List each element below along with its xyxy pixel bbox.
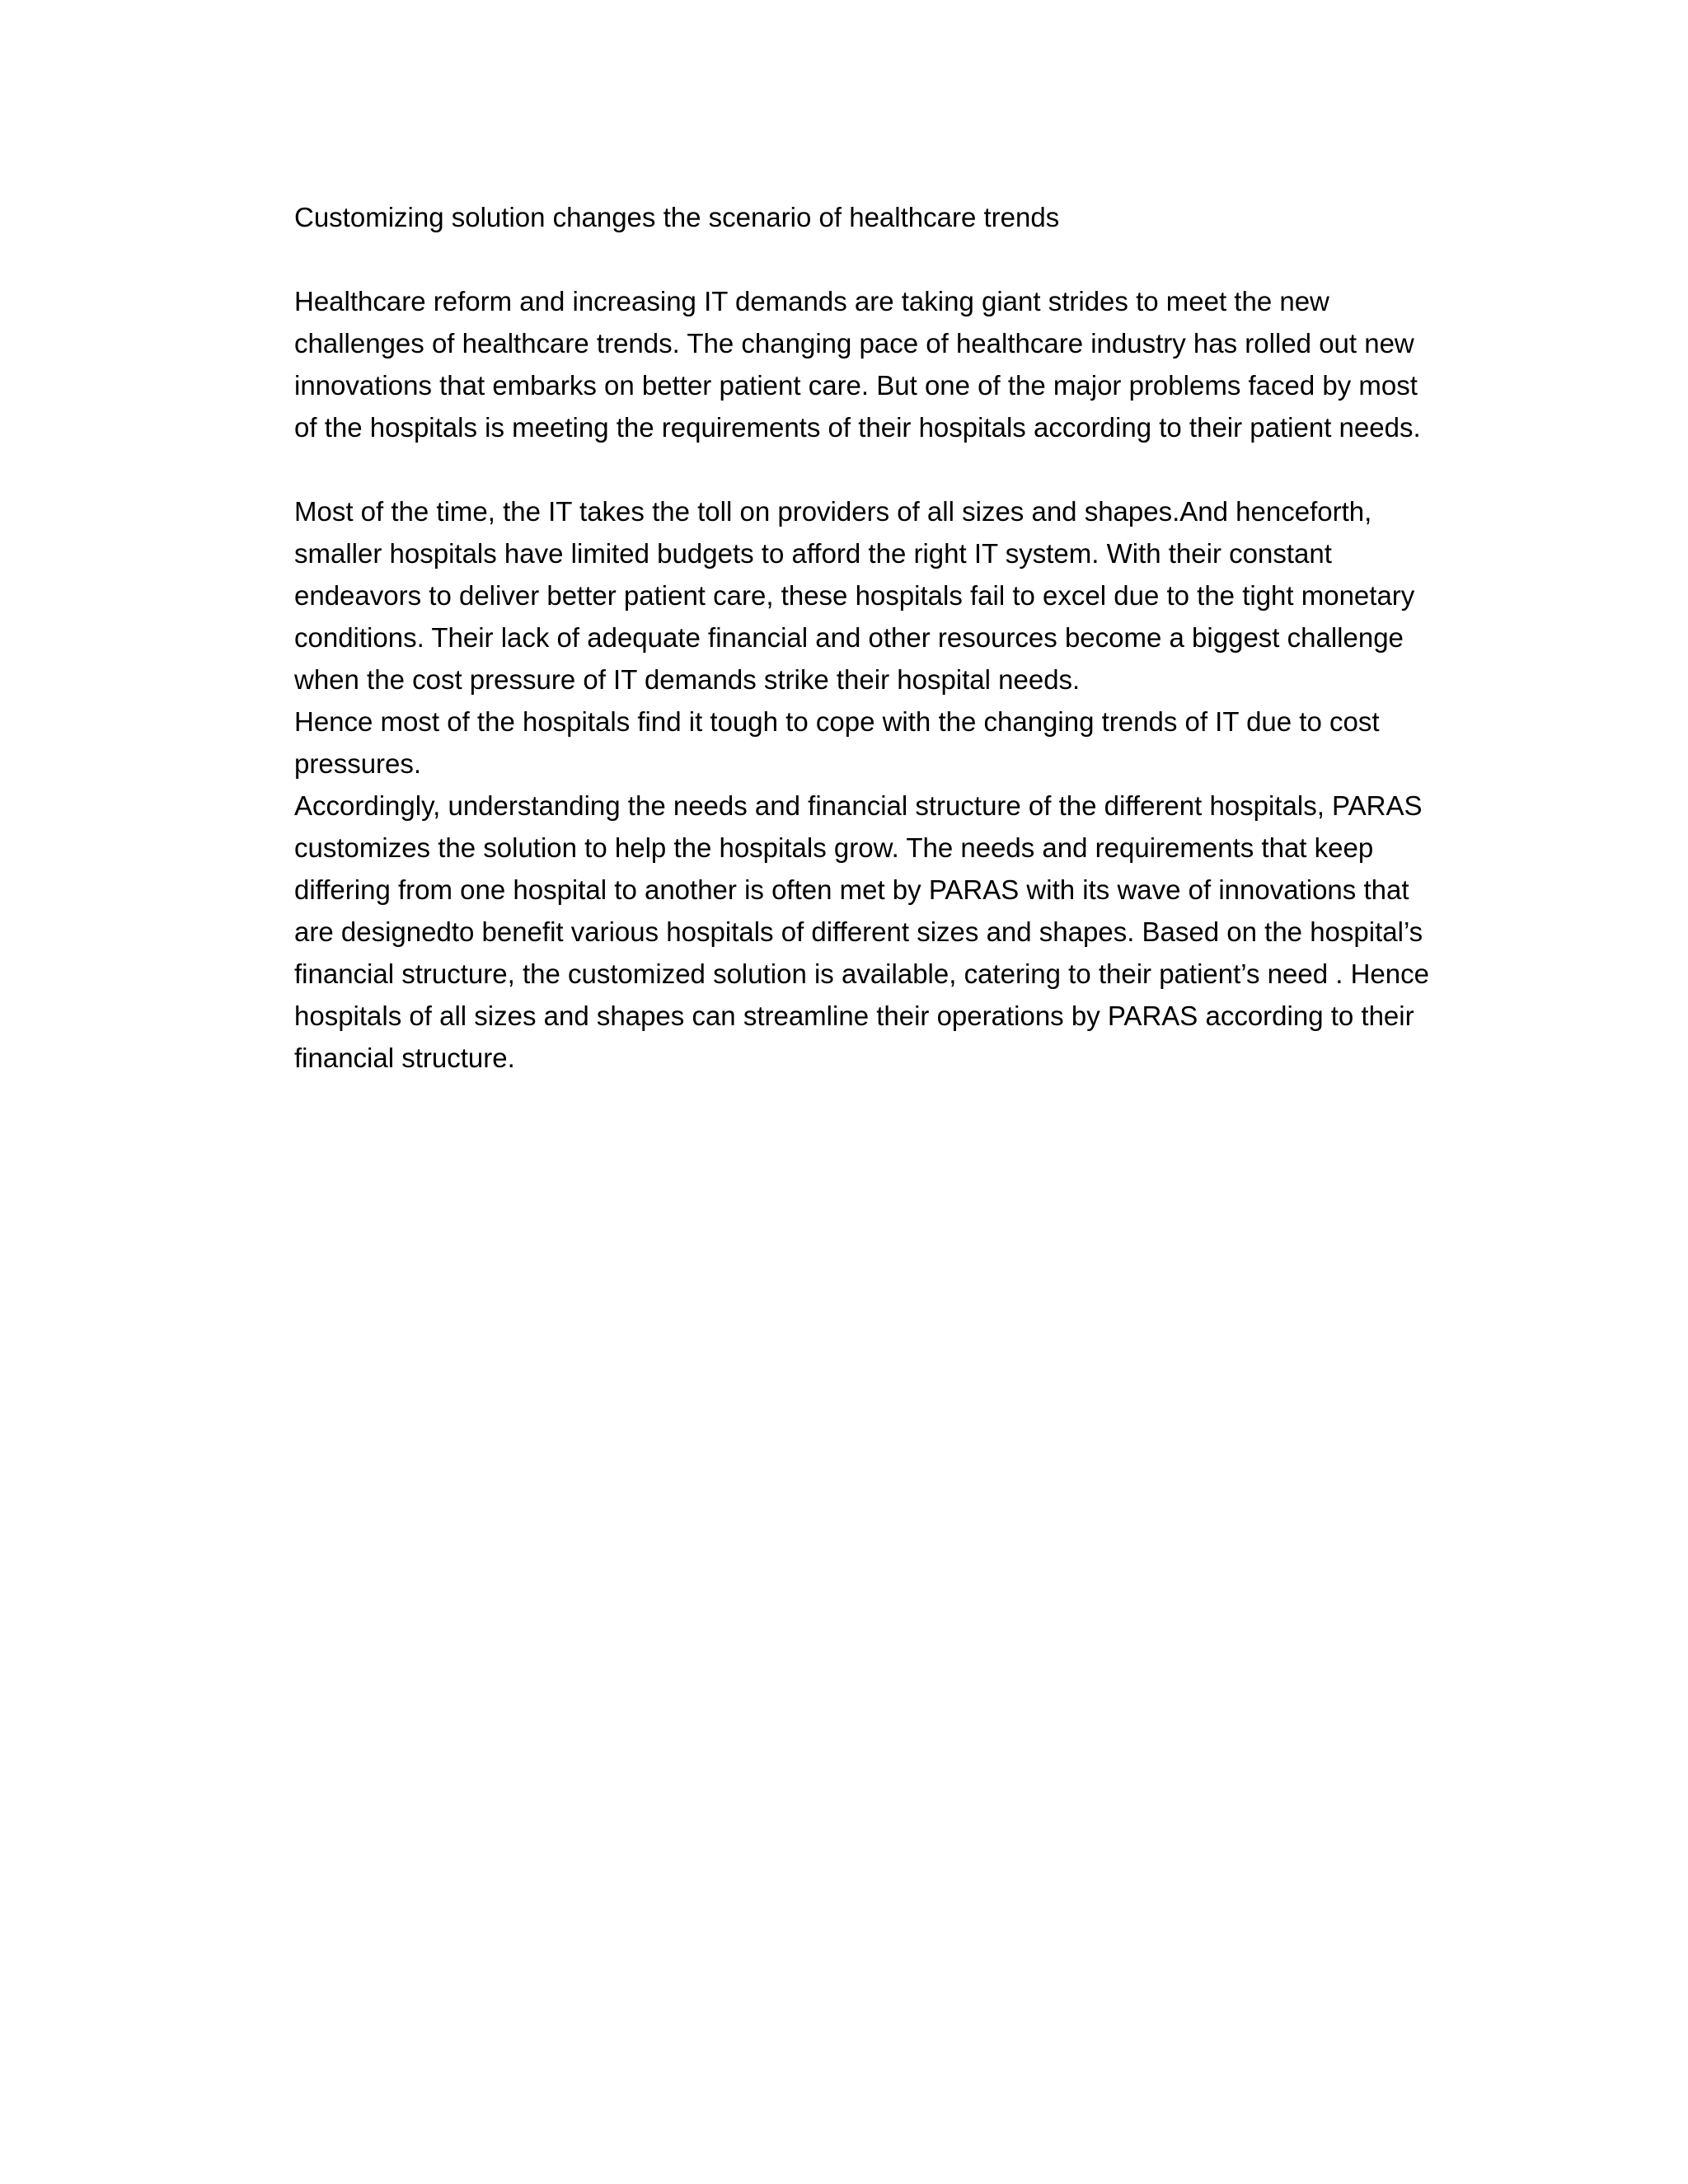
paragraph-1-line: innovations that embarks on better patient care. But one of the major problems faced by most [294,370,1418,401]
paragraph-2-line: Most of the time, the IT takes the toll on providers of all sizes and shapes.And henceforth, [294,496,1372,527]
paragraph-1 [294,280,1481,448]
document-body [294,196,1481,1079]
paragraph-4-line: hospitals of all sizes and shapes can streamline their operations by PARAS according to their [294,1001,1414,1031]
paragraph-4-line: differing from one hospital to another is often met by PARAS with its wave of innovations that [294,874,1409,905]
paragraph-2-line: when the cost pressure of IT demands strike their hospital needs. [294,664,1081,695]
document-title: Customizing solution changes the scenario of healthcare trends [294,202,1060,232]
paragraph-1-line: of the hospitals is meeting the requirements of their hospitals according to their patient needs. [294,412,1421,443]
paragraph-1-line: Healthcare reform and increasing IT demands are taking giant strides to meet the new [294,286,1329,316]
paragraph-4-line: Accordingly, understanding the needs and financial structure of the different hospitals, PARAS [294,790,1423,821]
paragraph-2-line: conditions. Their lack of adequate financial and other resources become a biggest challenge [294,622,1404,653]
paragraph-1-line: challenges of healthcare trends. The changing pace of healthcare industry has rolled out new [294,328,1414,359]
paragraph-4-line: financial structure, the customized solution is available, catering to their patient’s need . Hence [294,958,1429,989]
paragraph-spacer [294,238,1481,280]
paragraph-4-line: are designedto benefit various hospitals of different sizes and shapes. Based on the hospital’s [294,916,1423,947]
paragraph-2-line: smaller hospitals have limited budgets to afford the right IT system. With their constant [294,538,1332,569]
paragraph-4 [294,785,1481,1079]
paragraph-4-line: customizes the solution to help the hospitals grow. The needs and requirements that keep [294,832,1374,863]
paragraph-spacer [294,448,1481,490]
paragraph-3 [294,701,1481,785]
paragraph-2-line: endeavors to deliver better patient care, these hospitals fail to excel due to the tight monetary [294,580,1415,611]
paragraph-4-line: financial structure. [294,1043,515,1073]
paragraph-2 [294,490,1481,701]
paragraph-3-line: Hence most of the hospitals find it tough to cope with the changing trends of IT due to cost [294,706,1380,737]
paragraph-3-line: pressures. [294,748,422,779]
